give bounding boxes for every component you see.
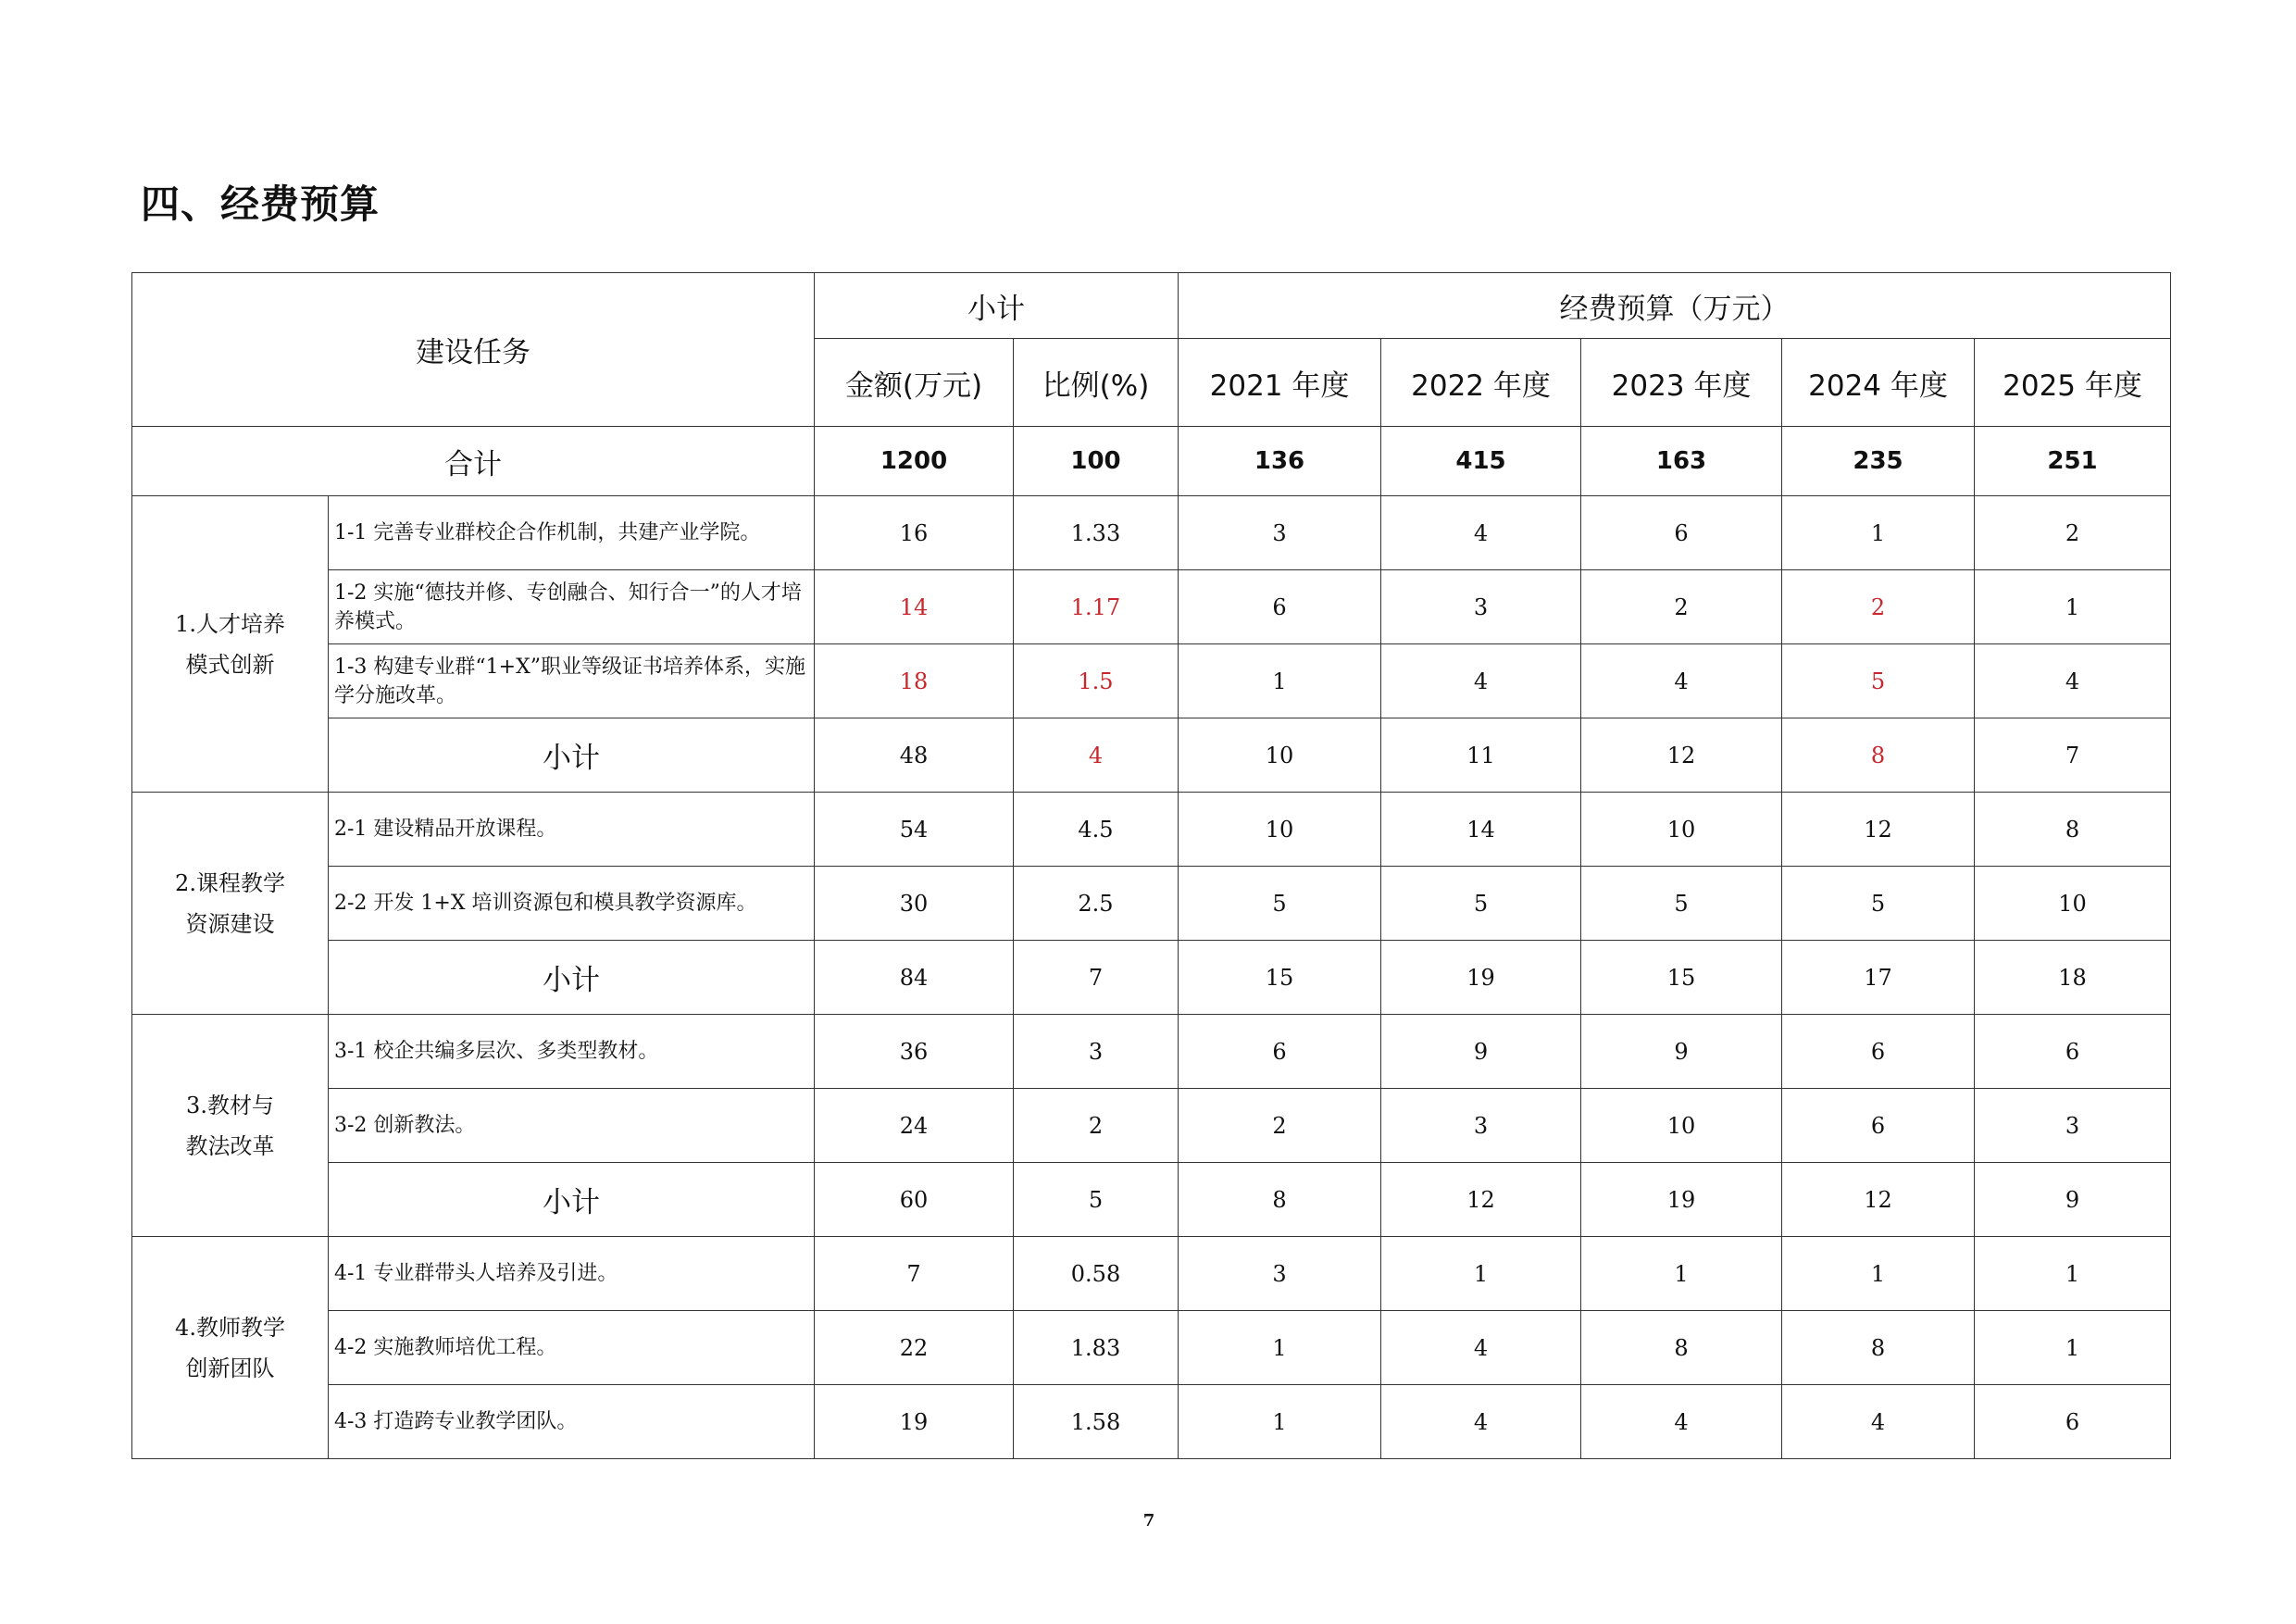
header-task: 建设任务 xyxy=(132,273,815,427)
year-cell: 15 xyxy=(1581,941,1782,1015)
year-cell: 1 xyxy=(1782,496,1975,570)
table-row xyxy=(132,1385,2171,1459)
total-2023: 163 xyxy=(1581,427,1782,496)
header-year-2022: 2022 年度 xyxy=(1381,339,1581,427)
amount-cell: 54 xyxy=(815,793,1014,867)
task-cell: 2-1 建设精品开放课程。 xyxy=(329,793,815,867)
amount-cell: 48 xyxy=(815,718,1014,793)
year-cell: 7 xyxy=(1975,718,2171,793)
year-cell: 12 xyxy=(1782,1163,1975,1237)
year-cell: 5 xyxy=(1179,867,1381,941)
ratio-cell: 1.83 xyxy=(1014,1311,1179,1385)
category-cell xyxy=(132,496,329,793)
subtotal-label: 小计 xyxy=(329,941,815,1015)
year-cell: 10 xyxy=(1581,793,1782,867)
table-row xyxy=(132,496,2171,570)
total-amount: 1200 xyxy=(815,427,1014,496)
year-cell: 2 xyxy=(1782,570,1975,644)
year-cell: 8 xyxy=(1179,1163,1381,1237)
year-cell: 4 xyxy=(1381,644,1581,718)
category-name: 资源建设 xyxy=(185,910,275,937)
year-cell: 4 xyxy=(1581,1385,1782,1459)
page-number: 7 xyxy=(1142,1511,1155,1530)
year-cell: 1 xyxy=(1975,570,2171,644)
year-cell: 3 xyxy=(1381,1089,1581,1163)
table-row xyxy=(132,644,2171,718)
year-cell: 1 xyxy=(1782,1237,1975,1311)
header-amount: 金额(万元) xyxy=(815,339,1014,427)
ratio-cell: 1.17 xyxy=(1014,570,1179,644)
category-name: 1.人才培养 xyxy=(175,610,285,637)
amount-cell: 14 xyxy=(815,570,1014,644)
year-cell: 6 xyxy=(1975,1015,2171,1089)
ratio-cell: 1.5 xyxy=(1014,644,1179,718)
year-cell: 11 xyxy=(1381,718,1581,793)
total-2021: 136 xyxy=(1179,427,1381,496)
total-2024: 235 xyxy=(1782,427,1975,496)
year-cell: 4 xyxy=(1975,644,2171,718)
year-cell: 3 xyxy=(1381,570,1581,644)
year-cell: 8 xyxy=(1975,793,2171,867)
year-cell: 1 xyxy=(1179,1385,1381,1459)
year-cell: 8 xyxy=(1782,718,1975,793)
task-cell: 1-2 实施“德技并修、专创融合、知行合一”的人才培养模式。 xyxy=(329,570,815,644)
year-cell: 9 xyxy=(1381,1015,1581,1089)
year-cell: 8 xyxy=(1782,1311,1975,1385)
year-cell: 6 xyxy=(1975,1385,2171,1459)
ratio-cell: 4 xyxy=(1014,718,1179,793)
year-cell: 1 xyxy=(1581,1237,1782,1311)
amount-cell: 19 xyxy=(815,1385,1014,1459)
year-cell: 4 xyxy=(1381,1311,1581,1385)
task-cell: 3-1 校企共编多层次、多类型教材。 xyxy=(329,1015,815,1089)
category-name: 创新团队 xyxy=(185,1355,275,1381)
header-row-1 xyxy=(132,273,2171,339)
category-name: 模式创新 xyxy=(185,651,275,678)
year-cell: 8 xyxy=(1581,1311,1782,1385)
header-year-2021: 2021 年度 xyxy=(1179,339,1381,427)
year-cell: 6 xyxy=(1782,1089,1975,1163)
header-ratio: 比例(%) xyxy=(1014,339,1179,427)
year-cell: 2 xyxy=(1581,570,1782,644)
task-cell: 4-3 打造跨专业教学团队。 xyxy=(329,1385,815,1459)
year-cell: 10 xyxy=(1179,793,1381,867)
year-cell: 6 xyxy=(1782,1015,1975,1089)
category-cell xyxy=(132,793,329,1015)
total-label: 合计 xyxy=(132,427,815,496)
year-cell: 6 xyxy=(1179,1015,1381,1089)
table-row xyxy=(132,1089,2171,1163)
category-name: 教法改革 xyxy=(185,1132,275,1159)
year-cell: 4 xyxy=(1381,496,1581,570)
ratio-cell: 3 xyxy=(1014,1015,1179,1089)
ratio-cell: 7 xyxy=(1014,941,1179,1015)
amount-cell: 60 xyxy=(815,1163,1014,1237)
year-cell: 12 xyxy=(1581,718,1782,793)
year-cell: 6 xyxy=(1179,570,1381,644)
subtotal-row xyxy=(132,1163,2171,1237)
year-cell: 1 xyxy=(1975,1237,2171,1311)
subtotal-row xyxy=(132,718,2171,793)
category-cell xyxy=(132,1015,329,1237)
amount-cell: 30 xyxy=(815,867,1014,941)
year-cell: 10 xyxy=(1975,867,2171,941)
table-row xyxy=(132,793,2171,867)
year-cell: 14 xyxy=(1381,793,1581,867)
section-title: 四、经费预算 xyxy=(141,181,381,227)
subtotal-label: 小计 xyxy=(329,718,815,793)
ratio-cell: 4.5 xyxy=(1014,793,1179,867)
year-cell: 19 xyxy=(1581,1163,1782,1237)
task-cell: 4-2 实施教师培优工程。 xyxy=(329,1311,815,1385)
year-cell: 10 xyxy=(1179,718,1381,793)
category-name: 2.课程教学 xyxy=(175,869,285,896)
amount-cell: 84 xyxy=(815,941,1014,1015)
category-cell xyxy=(132,1237,329,1459)
header-budget: 经费预算（万元） xyxy=(1179,273,2171,339)
amount-cell: 22 xyxy=(815,1311,1014,1385)
ratio-cell: 1.58 xyxy=(1014,1385,1179,1459)
year-cell: 9 xyxy=(1581,1015,1782,1089)
category-name: 4.教师教学 xyxy=(175,1314,285,1341)
total-ratio: 100 xyxy=(1014,427,1179,496)
ratio-cell: 2 xyxy=(1014,1089,1179,1163)
task-cell: 1-1 完善专业群校企合作机制，共建产业学院。 xyxy=(329,496,815,570)
category-name: 3.教材与 xyxy=(186,1092,274,1118)
table-row xyxy=(132,1015,2171,1089)
ratio-cell: 5 xyxy=(1014,1163,1179,1237)
year-cell: 19 xyxy=(1381,941,1581,1015)
table-row xyxy=(132,1311,2171,1385)
year-cell: 3 xyxy=(1179,1237,1381,1311)
year-cell: 4 xyxy=(1782,1385,1975,1459)
header-subtotal: 小计 xyxy=(815,273,1179,339)
table-row xyxy=(132,1237,2171,1311)
subtotal-label: 小计 xyxy=(329,1163,815,1237)
year-cell: 9 xyxy=(1975,1163,2171,1237)
year-cell: 17 xyxy=(1782,941,1975,1015)
year-cell: 5 xyxy=(1782,644,1975,718)
task-cell: 4-1 专业群带头人培养及引进。 xyxy=(329,1237,815,1311)
total-2022: 415 xyxy=(1381,427,1581,496)
year-cell: 12 xyxy=(1782,793,1975,867)
amount-cell: 36 xyxy=(815,1015,1014,1089)
year-cell: 5 xyxy=(1782,867,1975,941)
ratio-cell: 1.33 xyxy=(1014,496,1179,570)
header-year-2023: 2023 年度 xyxy=(1581,339,1782,427)
amount-cell: 24 xyxy=(815,1089,1014,1163)
table-row xyxy=(132,867,2171,941)
header-year-2024: 2024 年度 xyxy=(1782,339,1975,427)
year-cell: 3 xyxy=(1179,496,1381,570)
task-cell: 2-2 开发 1+X 培训资源包和模具教学资源库。 xyxy=(329,867,815,941)
task-cell: 1-3 构建专业群“1+X”职业等级证书培养体系，实施学分施改革。 xyxy=(329,644,815,718)
total-2025: 251 xyxy=(1975,427,2171,496)
year-cell: 3 xyxy=(1975,1089,2171,1163)
header-year-2025: 2025 年度 xyxy=(1975,339,2171,427)
year-cell: 15 xyxy=(1179,941,1381,1015)
amount-cell: 7 xyxy=(815,1237,1014,1311)
year-cell: 1 xyxy=(1179,1311,1381,1385)
table-row xyxy=(132,570,2171,644)
amount-cell: 16 xyxy=(815,496,1014,570)
amount-cell: 18 xyxy=(815,644,1014,718)
task-cell: 3-2 创新教法。 xyxy=(329,1089,815,1163)
budget-table xyxy=(131,272,2171,1459)
year-cell: 2 xyxy=(1975,496,2171,570)
year-cell: 1 xyxy=(1975,1311,2171,1385)
year-cell: 1 xyxy=(1179,644,1381,718)
year-cell: 2 xyxy=(1179,1089,1381,1163)
year-cell: 1 xyxy=(1381,1237,1581,1311)
year-cell: 6 xyxy=(1581,496,1782,570)
year-cell: 18 xyxy=(1975,941,2171,1015)
year-cell: 5 xyxy=(1381,867,1581,941)
year-cell: 5 xyxy=(1581,867,1782,941)
year-cell: 4 xyxy=(1581,644,1782,718)
year-cell: 4 xyxy=(1381,1385,1581,1459)
ratio-cell: 2.5 xyxy=(1014,867,1179,941)
subtotal-row xyxy=(132,941,2171,1015)
year-cell: 12 xyxy=(1381,1163,1581,1237)
year-cell: 10 xyxy=(1581,1089,1782,1163)
total-row xyxy=(132,427,2171,496)
ratio-cell: 0.58 xyxy=(1014,1237,1179,1311)
